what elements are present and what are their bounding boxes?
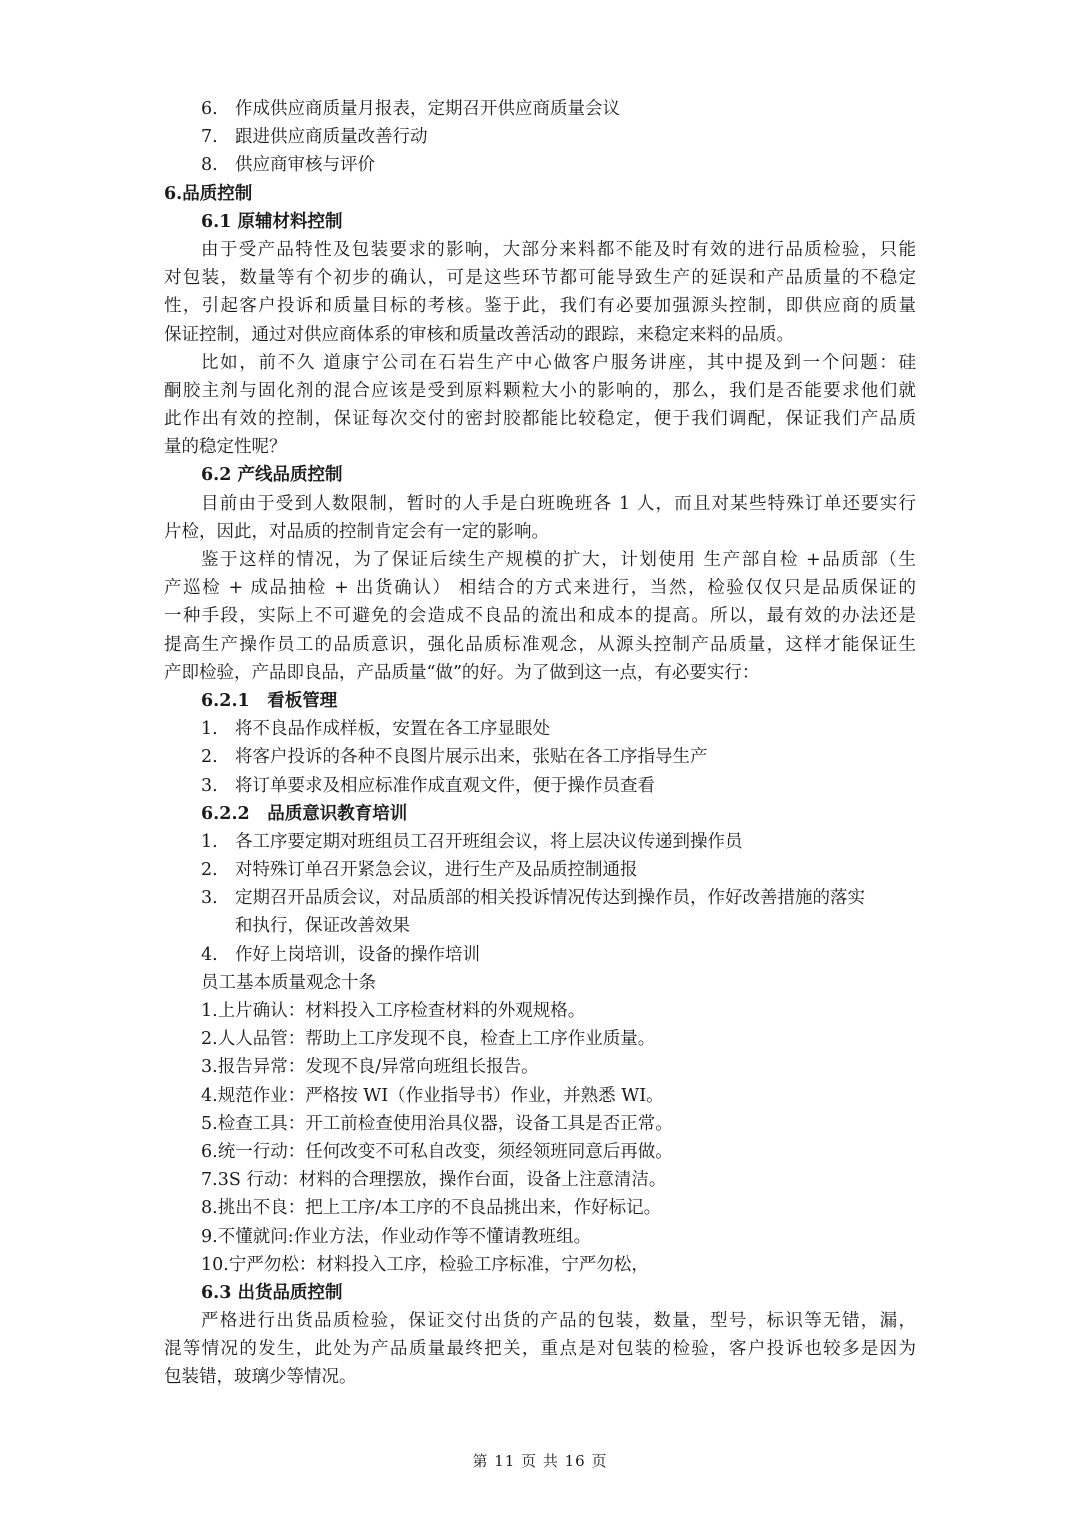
concept-item: 8.挑出不良：把上工序/本工序的不良品挑出来，作好标记。 bbox=[201, 1198, 662, 1219]
paragraph-line: 量的稳定性呢？ bbox=[164, 437, 287, 458]
paragraph-line: 鉴于这样的情况，为了保证后续生产规模的扩大，计划使用 生产部自检 +品质部（生 bbox=[201, 550, 916, 570]
subsection-heading-kanban: 6.2.1 看板管理 bbox=[201, 690, 338, 711]
subsection-heading-raw-materials: 6.1 原辅材料控制 bbox=[201, 211, 343, 232]
section-heading-quality-control: 6.品质控制 bbox=[164, 183, 253, 204]
subsection-heading-training: 6.2.2 品质意识教育培训 bbox=[201, 803, 408, 824]
concept-item: 3.报告异常：发现不良/异常向班组长报告。 bbox=[201, 1057, 539, 1078]
paragraph-line: 比如，前不久 道康宁公司在石岩生产中心做客户服务讲座，其中提及到一个问题：硅 bbox=[201, 352, 916, 373]
paragraph-line: 对包装，数量等有个初步的确认，可是这些环节都可能导致生产的延误和产品质量的不稳定 bbox=[164, 268, 916, 289]
paragraph-line: 酮胶主剂与固化剂的混合应该是受到原料颗粒大小的影响的，那么，我们是否能要求他们就 bbox=[164, 380, 916, 401]
paragraph-line: 产巡检 + 成品抽检 + 出货确认） 相结合的方式来进行，当然，检验仅仅只是品质保证的 bbox=[164, 578, 916, 599]
list-item: 1. 各工序要定期对班组员工召开班组会议，将上层决议传递到操作员 bbox=[201, 831, 743, 852]
paragraph-line: 严格进行出货品质检验，保证交付出货的产品的包装，数量，型号，标识等无错，漏， bbox=[201, 1311, 916, 1332]
list-item: 8. 供应商审核与评价 bbox=[201, 155, 375, 176]
page-content bbox=[164, 95, 916, 1392]
paragraph-line: 片检，因此，对品质的控制肯定会有一定的影响。 bbox=[164, 521, 549, 542]
paragraph-line: 产即检验，产品即良品，产品质量“做”的好。为了做到这一点，有必要实行： bbox=[164, 662, 760, 683]
paragraph-line: 提高生产操作员工的品质意识，强化品质标准观念，从源头控制产品质量，这样才能保证生 bbox=[164, 634, 916, 655]
list-item: 3. 将订单要求及相应标准作成直观文件，便于操作员查看 bbox=[201, 775, 655, 796]
paragraph-line: 保证控制，通过对供应商体系的审核和质量改善活动的跟踪，来稳定来料的品质。 bbox=[164, 324, 794, 345]
list-item: 7. 跟进供应商质量改善行动 bbox=[201, 127, 428, 148]
list-item: 4. 作好上岗培训，设备的操作培训 bbox=[201, 944, 480, 965]
paragraph-line: 包装错，玻璃少等情况。 bbox=[164, 1367, 357, 1388]
paragraph-line: 此作出有效的控制，保证每次交付的密封胶都能比较稳定，便于我们调配，保证我们产品质 bbox=[164, 409, 916, 430]
ten-concepts-title: 员工基本质量观念十条 bbox=[201, 972, 376, 993]
subsection-heading-shipping: 6.3 出货品质控制 bbox=[201, 1282, 343, 1303]
paragraph-line: 一种手段，实际上不可避免的会造成不良品的流出和成本的提高。所以，最有效的办法还是 bbox=[164, 606, 916, 627]
page-number-footer: 第 11 页 共 16 页 bbox=[472, 1452, 608, 1470]
paragraph-line: 混等情况的发生，此处为产品质量最终把关，重点是对包装的检验，客户投诉也较多是因为 bbox=[164, 1339, 916, 1360]
paragraph-line: 目前由于受到人数限制，暂时的人手是白班晚班各 1 人，而且对某些特殊订单还要实行 bbox=[201, 493, 916, 514]
concept-item: 9.不懂就问:作业方法，作业动作等不懂请教班组。 bbox=[201, 1226, 592, 1247]
concept-item: 6.统一行动：任何改变不可私自改变，须经领班同意后再做。 bbox=[201, 1141, 673, 1162]
concept-item: 1.上片确认：材料投入工序检查材料的外观规格。 bbox=[201, 1001, 586, 1021]
list-item: 1. 将不良品作成样板，安置在各工序显眼处 bbox=[201, 719, 550, 740]
list-item: 6. 作成供应商质量月报表，定期召开供应商质量会议 bbox=[201, 99, 620, 119]
list-item: 2. 对特殊订单召开紧急会议，进行生产及品质控制通报 bbox=[201, 860, 638, 881]
concept-item: 10.宁严勿松：材料投入工序，检验工序标准，宁严勿松， bbox=[201, 1254, 649, 1275]
paragraph-line: 由于受产品特性及包装要求的影响，大部分来料都不能及时有效的进行品质检验，只能 bbox=[201, 239, 916, 260]
concept-item: 7.3S 行动：材料的合理摆放，操作台面，设备上注意清洁。 bbox=[201, 1170, 667, 1191]
concept-item: 5.检查工具：开工前检查使用治具仪器，设备工具是否正常。 bbox=[201, 1113, 673, 1134]
list-item-continuation: 和执行，保证改善效果 bbox=[235, 916, 410, 937]
subsection-heading-line-quality: 6.2 产线品质控制 bbox=[201, 465, 343, 486]
list-item: 3. 定期召开品质会议，对品质部的相关投诉情况传达到操作员，作好改善措施的落实 bbox=[201, 888, 865, 909]
concept-item: 4.规范作业：严格按 WI（作业指导书）作业，并熟悉 WI。 bbox=[201, 1085, 664, 1106]
concept-item: 2.人人品管：帮助上工序发现不良，检查上工序作业质量。 bbox=[201, 1029, 656, 1050]
list-item: 2. 将客户投诉的各种不良图片展示出来，张贴在各工序指导生产 bbox=[201, 747, 708, 768]
paragraph-line: 性，引起客户投诉和质量目标的考核。鉴于此，我们有必要加强源头控制，即供应商的质量 bbox=[164, 296, 916, 317]
